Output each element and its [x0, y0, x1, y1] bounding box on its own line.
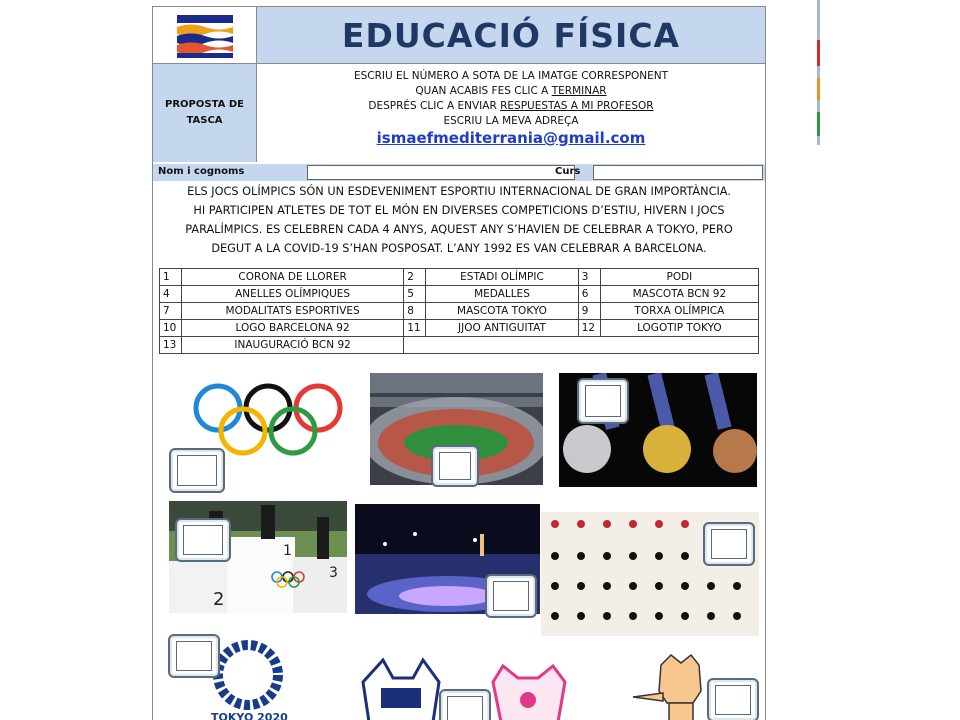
- task-label-line1: PROPOSTA DE: [165, 99, 244, 110]
- item-label: ESTADI OLÍMPIC: [426, 269, 579, 286]
- items-table: [159, 268, 759, 354]
- course-input[interactable]: [593, 165, 763, 180]
- item-number: 5: [404, 286, 426, 303]
- item-label: JJOO ANTIGUITAT: [426, 320, 579, 337]
- item-number: 3: [578, 269, 600, 286]
- instruction-line1: ESCRIU EL NÚMERO A SOTA DE LA IMATGE CORRESPONENT: [353, 70, 669, 82]
- name-label: Nom i cognoms: [158, 166, 245, 177]
- instruction-line2-text: QUAN ACABIS FES CLIC A: [415, 85, 552, 97]
- task-label-line2: TASCA: [186, 115, 223, 126]
- item-label: MEDALLES: [426, 286, 579, 303]
- answer-box[interactable]: [577, 378, 629, 424]
- instruction-line4: ESCRIU LA MEVA ADREÇA: [443, 115, 579, 127]
- terminar-link[interactable]: TERMINAR: [551, 85, 607, 97]
- item-number: 11: [404, 320, 426, 337]
- table-row: [160, 286, 759, 303]
- answer-box[interactable]: [703, 522, 755, 566]
- item-label: CORONA DE LLORER: [182, 269, 404, 286]
- worksheet: [152, 6, 766, 720]
- instructions: [257, 64, 765, 162]
- answer-box[interactable]: [431, 445, 479, 487]
- item-number: 2: [404, 269, 426, 286]
- answer-box[interactable]: [175, 518, 231, 562]
- item-number: 12: [578, 320, 600, 337]
- podium-number-3: 3: [329, 565, 338, 581]
- instruction-line3-text: DESPRÉS CLIC A ENVIAR: [368, 100, 501, 112]
- item-label: LOGO BARCELONA 92: [182, 320, 404, 337]
- name-input[interactable]: [307, 165, 575, 180]
- intro-line2: HI PARTICIPEN ATLETES DE TOT EL MÓN EN DIVERSES COMPETICIONS D’ESTIU, HIVERN I JOCS: [193, 204, 725, 217]
- item-label: MASCOTA BCN 92: [600, 286, 758, 303]
- table-row: [160, 337, 759, 354]
- item-label: MASCOTA TOKYO: [426, 303, 579, 320]
- task-label: [153, 64, 257, 162]
- podium-number-2: 2: [213, 589, 225, 610]
- item-number: 10: [160, 320, 182, 337]
- edge-marker-green: [817, 112, 820, 136]
- tokyo-logo-text: TOKYO 2020: [211, 711, 288, 720]
- item-number: 7: [160, 303, 182, 320]
- intro-line1: ELS JOCS OLÍMPICS SÓN UN ESDEVENIMENT ESPORTIU INTERNACIONAL DE GRAN IMPORTÀNCIA.: [187, 185, 731, 198]
- item-number: 6: [578, 286, 600, 303]
- intro-paragraph: [157, 182, 761, 258]
- send-answers-link[interactable]: RESPUESTAS A MI PROFESOR: [500, 100, 654, 112]
- answer-box[interactable]: [707, 678, 759, 720]
- item-number: 13: [160, 337, 182, 354]
- table-row: [160, 320, 759, 337]
- item-label: MODALITATS ESPORTIVES: [182, 303, 404, 320]
- table-row: [160, 269, 759, 286]
- edge-marker-red: [817, 40, 820, 66]
- intro-line4: DEGUT A LA COVID-19 S’HAN POSPOSAT. L’ANY 1992 ES VAN CELEBRAR A BARCELONA.: [211, 242, 707, 255]
- student-info-row: [153, 164, 765, 181]
- item-label: PODI: [600, 269, 758, 286]
- answer-box[interactable]: [169, 448, 225, 493]
- header: [153, 7, 765, 162]
- intro-line3: PARALÍMPICS. ES CELEBREN CADA 4 ANYS, AQUEST ANY S’HAVIEN DE CELEBRAR A TOKYO, PERO: [185, 223, 733, 236]
- item-label: INAUGURACIÓ BCN 92: [182, 337, 404, 354]
- edge-marker-orange: [817, 78, 820, 100]
- empty-cell: [404, 337, 759, 354]
- course-label: Curs: [555, 166, 581, 177]
- item-label: TORXA OLÍMPICA: [600, 303, 758, 320]
- item-label: ANELLES OLÍMPIQUES: [182, 286, 404, 303]
- answer-box[interactable]: [439, 689, 491, 720]
- teacher-email-link[interactable]: ismaefmediterrania@gmail.com: [376, 129, 646, 147]
- item-number: 8: [404, 303, 426, 320]
- podium-number-1: 1: [283, 543, 292, 559]
- table-row: [160, 303, 759, 320]
- answer-box[interactable]: [168, 634, 220, 678]
- page-title: EDUCACIÓ FÍSICA: [341, 15, 681, 55]
- answer-box[interactable]: [485, 574, 537, 618]
- instruction-line3: [257, 99, 765, 114]
- school-logo: [153, 7, 257, 64]
- item-label: LOGOTIP TOKYO: [600, 320, 758, 337]
- title-banner: [257, 7, 765, 64]
- item-number: 1: [160, 269, 182, 286]
- item-number: 9: [578, 303, 600, 320]
- item-number: 4: [160, 286, 182, 303]
- instruction-line2: [257, 84, 765, 99]
